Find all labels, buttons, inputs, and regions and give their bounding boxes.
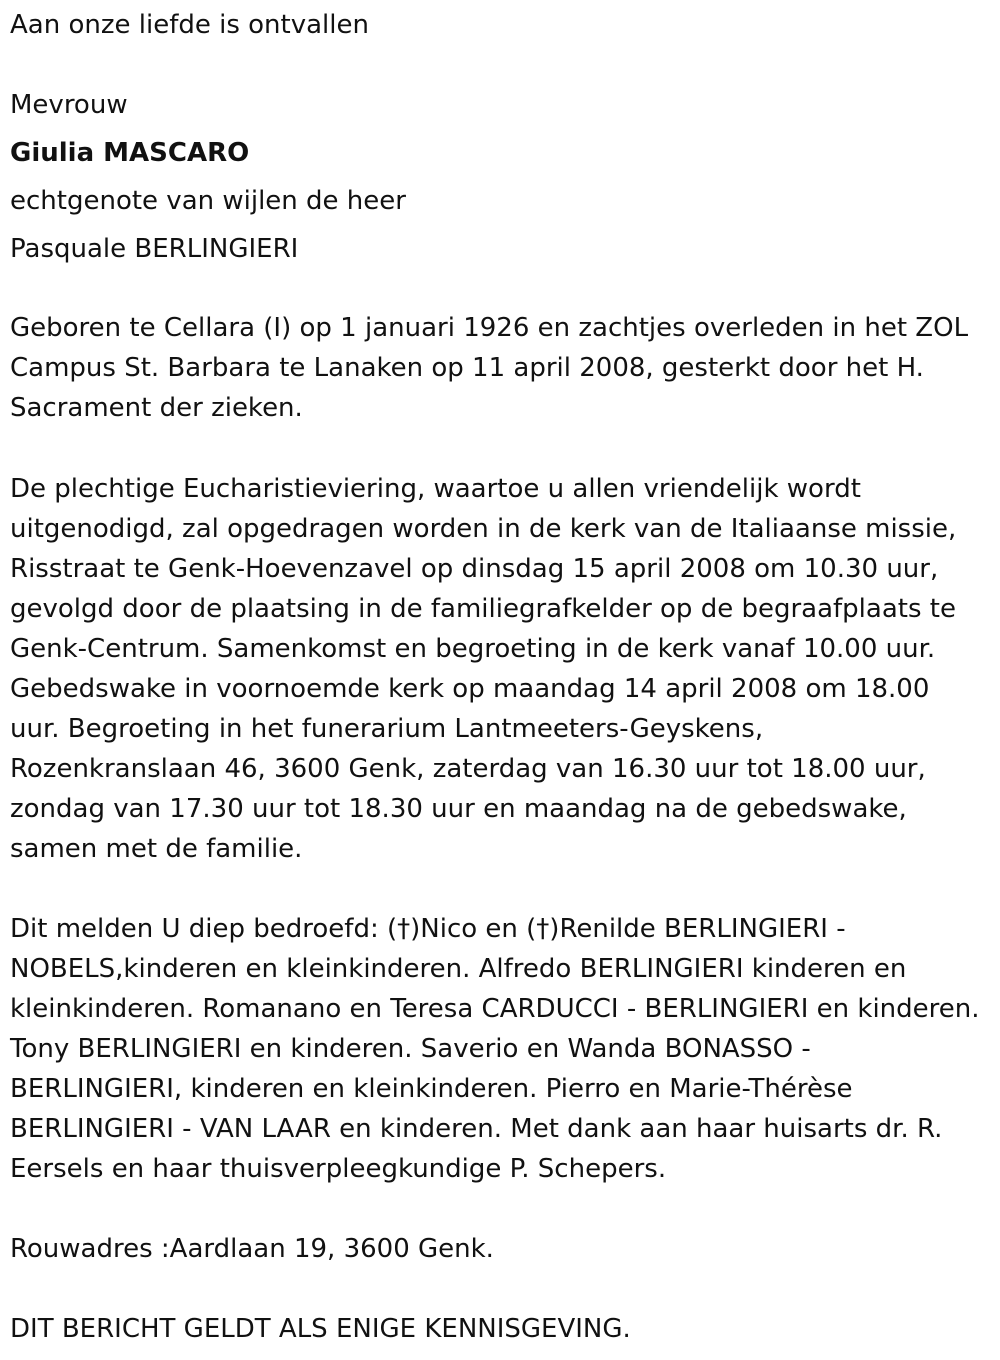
paragraph-line: Gebedswake in voornoemde kerk op maandag 14 april 2008 om 18.00 bbox=[10, 674, 930, 704]
paragraph-line: Eersels en haar thuisverpleegkundige P. Schepers. bbox=[10, 1154, 667, 1184]
paragraph-line: BERLINGIERI, kinderen en kleinkinderen. Pierro en Marie-Thérèse bbox=[10, 1074, 853, 1104]
paragraph-line: Campus St. Barbara te Lanaken op 11 april 2008, gesterkt door het H. bbox=[10, 353, 924, 383]
spouse-line-2: Pasquale BERLINGIERI bbox=[10, 234, 299, 264]
paragraph-line: Risstraat te Genk-Hoevenzavel op dinsdag 15 april 2008 om 10.30 uur, bbox=[10, 554, 939, 584]
paragraph-line: BERLINGIERI - VAN LAAR en kinderen. Met dank aan haar huisarts dr. R. bbox=[10, 1114, 943, 1144]
paragraph-line: Sacrament der zieken. bbox=[10, 393, 303, 423]
paragraph-line: uur. Begroeting in het funerarium Lantmeeters-Geyskens, bbox=[10, 714, 764, 744]
paragraph-line: NOBELS,kinderen en kleinkinderen. Alfredo BERLINGIERI kinderen en bbox=[10, 954, 907, 984]
paragraph-line: Dit melden U diep bedroefd: (†)Nico en (†)Renilde BERLINGIERI - bbox=[10, 914, 846, 944]
paragraph-line: Genk-Centrum. Samenkomst en begroeting in de kerk vanaf 10.00 uur. bbox=[10, 634, 936, 664]
paragraph-line: zondag van 17.30 uur tot 18.30 uur en maandag na de gebedswake, bbox=[10, 794, 907, 824]
paragraph-line: De plechtige Eucharistieviering, waartoe u allen vriendelijk wordt bbox=[10, 474, 861, 504]
mourning-address: Rouwadres :Aardlaan 19, 3600 Genk. bbox=[10, 1234, 494, 1264]
spouse-line-1: echtgenote van wijlen de heer bbox=[10, 186, 406, 216]
paragraph-line: kleinkinderen. Romanano en Teresa CARDUCCI - BERLINGIERI en kinderen. bbox=[10, 994, 980, 1024]
salutation: Mevrouw bbox=[10, 90, 128, 120]
paragraph-line: gevolgd door de plaatsing in de familiegrafkelder op de begraafplaats te bbox=[10, 594, 956, 624]
paragraph-line: samen met de familie. bbox=[10, 834, 303, 864]
paragraph-line: Tony BERLINGIERI en kinderen. Saverio en Wanda BONASSO - bbox=[10, 1034, 811, 1064]
paragraph-line: Geboren te Cellara (I) op 1 januari 1926 en zachtjes overleden in het ZOL bbox=[10, 313, 969, 343]
intro-text: Aan onze liefde is ontvallen bbox=[10, 10, 369, 40]
closing-statement: DIT BERICHT GELDT ALS ENIGE KENNISGEVING. bbox=[10, 1314, 631, 1344]
deceased-name: Giulia MASCARO bbox=[10, 138, 250, 168]
paragraph-line: Rozenkranslaan 46, 3600 Genk, zaterdag van 16.30 uur tot 18.00 uur, bbox=[10, 754, 926, 784]
paragraph-line: uitgenodigd, zal opgedragen worden in de kerk van de Italiaanse missie, bbox=[10, 514, 957, 544]
